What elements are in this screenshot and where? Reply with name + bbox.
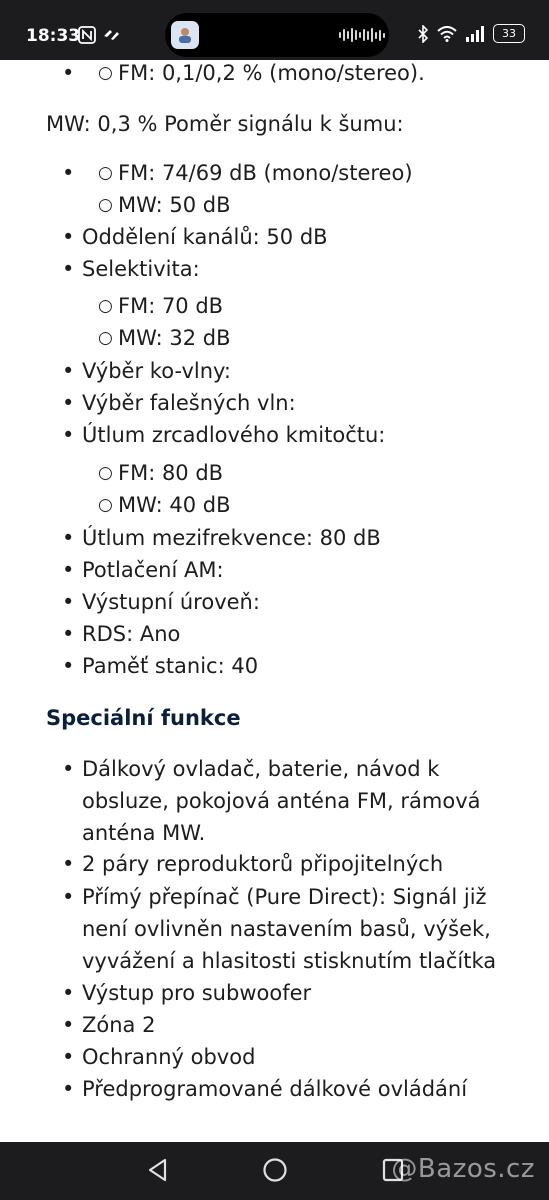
bullet-dot: • — [62, 1013, 75, 1037]
sub-bullet-circle: ○ — [98, 195, 113, 215]
bullet-dot: • — [62, 61, 75, 85]
list-item: Oddělení kanálů: 50 dB — [82, 225, 328, 249]
bullet-dot: • — [62, 885, 75, 909]
section-heading: Speciální funkce — [46, 706, 241, 730]
sub-bullet-circle: ○ — [98, 63, 113, 83]
sub-bullet-circle: ○ — [98, 328, 113, 348]
bullet-dot: • — [62, 757, 75, 781]
dynamic-island[interactable] — [165, 13, 389, 57]
list-item: Výběr falešných vln: — [82, 391, 296, 415]
list-item: není ovlivněn nastavením basů, výšek, — [82, 917, 491, 941]
list-item: Dálkový ovladač, baterie, návod k — [82, 757, 440, 781]
bullet-dot: • — [62, 981, 75, 1005]
list-item: Paměť stanic: 40 — [82, 654, 259, 678]
bluetooth-icon — [417, 25, 429, 43]
bullet-dot: • — [62, 1077, 75, 1101]
list-item: Útlum zrcadlového kmitočtu: — [82, 423, 386, 447]
list-item: Přímý přepínač (Pure Direct): Signál již — [82, 885, 487, 909]
bullet-dot: • — [62, 654, 75, 678]
sub-bullet-circle: ○ — [98, 163, 113, 183]
battery-icon: 33 — [493, 24, 525, 43]
bullet-dot: • — [62, 359, 75, 383]
bullet-dot: • — [62, 622, 75, 646]
audio-wave-icon — [339, 27, 385, 43]
list-item: 2 páry reproduktorů připojitelných — [82, 852, 444, 876]
list-item: vyvážení a hlasitosti stisknutím tlačítka — [82, 949, 497, 973]
sub-bullet-circle: ○ — [98, 296, 113, 316]
bullet-dot: • — [62, 225, 75, 249]
article-content — [0, 60, 549, 1142]
list-item: FM: 80 dB — [118, 461, 224, 485]
list-item: anténa MW. — [82, 821, 206, 845]
bullet-dot: • — [62, 526, 75, 550]
list-item: FM: 0,1/0,2 % (mono/stereo). — [118, 61, 425, 85]
list-item: Útlum mezifrekvence: 80 dB — [82, 526, 381, 550]
list-item: obsluze, pokojová anténa FM, rámová — [82, 789, 481, 813]
list-item: Předprogramované dálkové ovládání — [82, 1077, 468, 1101]
list-item: MW: 50 dB — [118, 193, 231, 217]
app-notification-icon — [102, 27, 122, 43]
list-item: MW: 32 dB — [118, 326, 231, 350]
navigation-bar — [0, 1142, 549, 1200]
list-item: Výstup pro subwoofer — [82, 981, 312, 1005]
sub-bullet-circle: ○ — [98, 463, 113, 483]
bullet-dot: • — [62, 1045, 75, 1069]
wifi-icon — [437, 26, 457, 42]
watermark: @Bazos.cz — [391, 1154, 535, 1184]
back-icon[interactable] — [146, 1157, 170, 1183]
list-item: Selektivita: — [82, 257, 200, 281]
clock: 18:33 — [26, 26, 81, 46]
bullet-dot: • — [62, 161, 75, 185]
status-bar — [0, 0, 549, 60]
bullet-dot: • — [62, 257, 75, 281]
list-item: Potlačení AM: — [82, 558, 224, 582]
sub-bullet-circle: ○ — [98, 495, 113, 515]
nfc-icon — [78, 26, 96, 44]
list-item: Výstupní úroveň: — [82, 590, 260, 614]
paragraph: MW: 0,3 % Poměr signálu k šumu: — [46, 112, 404, 136]
home-icon[interactable] — [262, 1157, 288, 1183]
bullet-dot: • — [62, 590, 75, 614]
bullet-dot: • — [62, 423, 75, 447]
list-item: FM: 70 dB — [118, 294, 224, 318]
bullet-dot: • — [62, 391, 75, 415]
list-item: Ochranný obvod — [82, 1045, 256, 1069]
bullet-dot: • — [62, 558, 75, 582]
app-thumbnail-icon — [171, 21, 199, 49]
list-item: Výběr ko-vlny: — [82, 359, 231, 383]
list-item: FM: 74/69 dB (mono/stereo) — [118, 161, 413, 185]
bullet-dot: • — [62, 852, 75, 876]
list-item: MW: 40 dB — [118, 493, 231, 517]
list-item: Zóna 2 — [82, 1013, 156, 1037]
list-item: RDS: Ano — [82, 622, 181, 646]
signal-icon — [465, 26, 485, 42]
